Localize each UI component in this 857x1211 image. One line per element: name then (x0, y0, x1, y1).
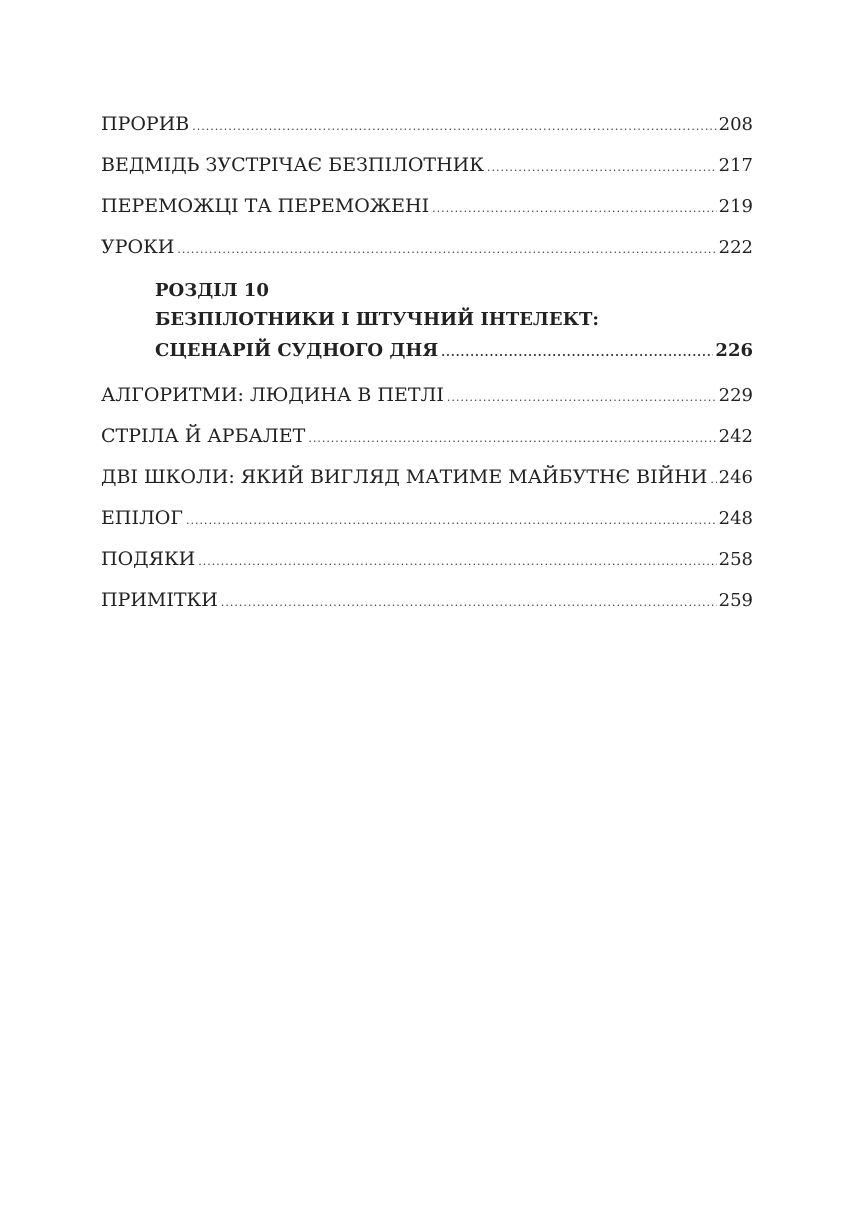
toc-entry-page: 248 (718, 508, 753, 529)
toc-entry-page: 217 (718, 155, 753, 176)
toc-leader-dots (186, 504, 717, 537)
toc-entry-title: ДВІ ШКОЛИ: ЯКИЙ ВИГЛЯД МАТИМЕ МАЙБУТНЄ ВІЙНИ (101, 466, 708, 488)
toc-entry-title: АЛГОРИТМИ: ЛЮДИНА В ПЕТЛІ (101, 384, 444, 406)
toc-leader-dots (447, 381, 717, 414)
toc-entry-title: ПРОРИВ (101, 113, 190, 135)
toc-entry[interactable] (101, 461, 753, 502)
toc-entry-title: УРОКИ (101, 236, 175, 258)
toc-chapter-block[interactable] (101, 272, 753, 379)
toc-entry-page: 219 (718, 196, 753, 217)
toc-chapter (155, 276, 753, 367)
toc-entry[interactable] (101, 379, 753, 420)
chapter-title-line-2: СЦЕНАРІЙ СУДНОГО ДНЯ (155, 340, 439, 361)
toc-entry[interactable] (101, 149, 753, 190)
toc-entry-page: 246 (718, 467, 753, 488)
toc-entry[interactable] (101, 543, 753, 584)
toc-leader-dots (432, 192, 717, 225)
chapter-label: РОЗДІЛ 10 (155, 280, 269, 301)
toc-leader-dots (177, 233, 716, 266)
toc-entry[interactable] (101, 231, 753, 272)
chapter-title-line-1: БЕЗПІЛОТНИКИ І ШТУЧНИЙ ІНТЕЛЕКТ: (155, 309, 599, 330)
toc-leader-dots (487, 151, 717, 184)
toc-entry-page: 258 (718, 549, 753, 570)
toc-leader-dots (710, 463, 716, 496)
toc-leader-dots (221, 586, 717, 619)
toc-entry[interactable] (101, 108, 753, 149)
toc-entry[interactable] (101, 420, 753, 461)
toc-entry-page: 242 (718, 426, 753, 447)
toc-entry[interactable] (101, 584, 753, 625)
table-of-contents (101, 108, 753, 625)
toc-entry-title: ВЕДМІДЬ ЗУСТРІЧАЄ БЕЗПІЛОТНИК (101, 154, 484, 176)
toc-entry-title: ЕПІЛОГ (101, 507, 183, 529)
toc-entry-page: 222 (718, 237, 753, 258)
toc-leader-dots (441, 336, 713, 369)
toc-leader-dots (308, 422, 716, 455)
toc-entry-title: ПЕРЕМОЖЦІ ТА ПЕРЕМОЖЕНІ (101, 195, 430, 217)
toc-entry-title: ПОДЯКИ (101, 548, 196, 570)
chapter-page: 226 (715, 340, 753, 361)
toc-entry-page: 259 (718, 590, 753, 611)
toc-entry-title: ПРИМІТКИ (101, 589, 218, 611)
toc-entry[interactable] (101, 190, 753, 231)
toc-entry-title: СТРІЛА Й АРБАЛЕТ (101, 425, 306, 447)
chapter-title-row (155, 334, 753, 367)
toc-leader-dots (198, 545, 716, 578)
toc-entry[interactable] (101, 502, 753, 543)
toc-entry-page: 229 (718, 385, 753, 406)
toc-entry-page: 208 (718, 114, 753, 135)
toc-leader-dots (192, 110, 716, 143)
